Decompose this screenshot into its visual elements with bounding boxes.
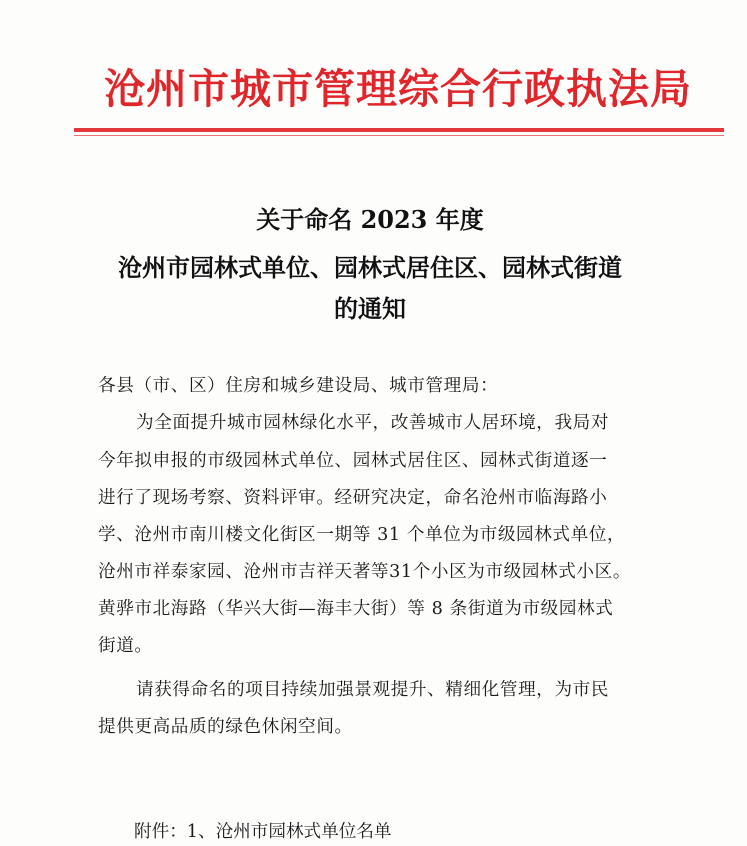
salutation: 各县（市、区）住房和城乡建设局、城市管理局： — [98, 376, 499, 396]
paragraph-1-line: 黄骅市北海路（华兴大街—海丰大街）等 8 条街道为市级园林式 — [98, 599, 614, 619]
paragraph-1-line: 学、沧州市南川楼文化街区一期等 31 个单位为市级园林式单位， — [98, 525, 626, 545]
paragraph-2-line: 提供更高品质的绿色休闲空间。 — [98, 717, 353, 737]
paragraph-1-line: 沧州市祥泰家园、沧州市吉祥天著等31个小区为市级园林式小区。 — [98, 562, 632, 582]
agency-letterhead: 沧州市城市管理综合行政执法局 — [104, 65, 692, 113]
paragraph-1-line: 为全面提升城市园林绿化水平，改善城市人居环境，我局对 — [136, 413, 610, 433]
paragraph-1-line: 进行了现场考察、资料评审。经研究决定，命名沧州市临海路小 — [98, 488, 608, 508]
attachment-line: 附件：1、沧州市园林式单位名单 — [134, 822, 392, 842]
letterhead-red-rule-thin — [74, 135, 724, 136]
paragraph-1-line: 街道。 — [98, 636, 153, 656]
doc-title-line-1: 关于命名 2023 年度 — [256, 205, 484, 234]
letterhead-red-rule — [74, 128, 724, 132]
paragraph-1-line: 今年拟申报的市级园林式单位、园林式居住区、园林式街道逐一 — [98, 451, 608, 471]
doc-title-line-2: 沧州市园林式单位、园林式居住区、园林式街道 — [118, 253, 622, 282]
paragraph-2-line: 请获得命名的项目持续加强景观提升、精细化管理，为市民 — [136, 680, 610, 700]
doc-title-line-3: 的通知 — [334, 294, 406, 323]
